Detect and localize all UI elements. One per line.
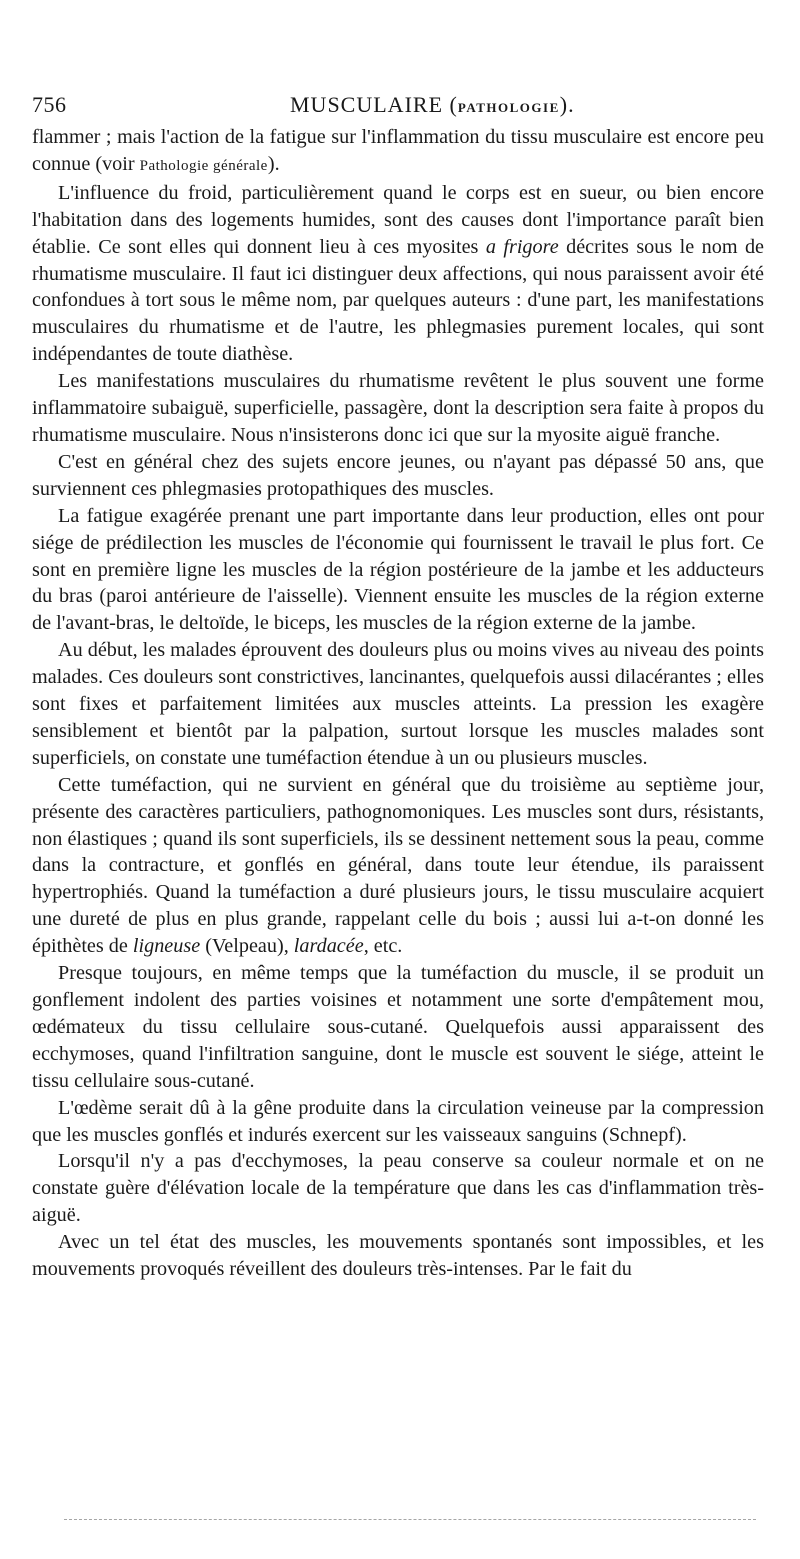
paragraph <box>32 368 764 449</box>
paragraph-text: , etc. <box>363 935 403 958</box>
paragraph-text: L'œdème serait dû à la gêne produite dans la circulation veineuse par la compression que les muscles gonflés et indurés exercent sur les vaisseaux sanguins (Schnepf). <box>32 1096 764 1146</box>
paragraph <box>32 637 764 772</box>
paragraph-text: L'influence du froid, particulièrement quand le corps est en sueur, ou bien encore l'habitation dans des logements humides, sont des causes dont l'importance paraît bien établie. Ce sont elles qui donnent lieu à ces myosites <box>32 181 764 258</box>
paragraph-text: Les manifestations musculaires du rhumatisme revêtent le plus souvent une forme inflammatoire subaiguë, superficielle, passagère, dont la description sera faite à propos du rhumatisme musculaire. Nous n'insisterons donc ici que sur la myosite aiguë franche. <box>32 370 764 446</box>
italic-term: a frigore <box>485 235 559 258</box>
page-number: 756 <box>32 92 67 117</box>
running-title-main: MUSCULAIRE ( <box>290 92 458 117</box>
paragraph-text: Presque toujours, en même temps que la tuméfaction du muscle, il se produit un gonflement indolent des parties voisines et notamment une sorte d'empâtement mou, œdémateux du tissu cellulaire sous-cutané. Quelquefois aussi apparaissent des ecchymoses, quand l'infiltration sanguine, dont le muscle est souvent le siége, atteint le tissu cellulaire sous-cutané. <box>32 962 764 1092</box>
cross-reference: Pathologie générale <box>139 157 268 174</box>
paragraph-text: flammer ; mais l'action de la fatigue sur l'inflammation du tissu musculaire est encore peu connue (voir <box>32 126 764 175</box>
running-title <box>290 92 575 118</box>
footer-rule <box>64 1519 756 1520</box>
paragraph-text: décrites sous le nom de rhumatisme musculaire. Il faut ici distinguer deux affections, qui nous paraissent avoir été confondues à tort sous le même nom, par quelques auteurs : d'une part, les manifestations musculaires du rhumatisme et de l'autre, les phlegmasies purement locales, qui sont indépendantes de toute diathèse. <box>32 235 765 366</box>
paragraph-text: Avec un tel état des muscles, les mouvements spontanés sont impossibles, et les mouvements provoqués réveillent des douleurs très-intenses. Par le fait du <box>32 1231 764 1281</box>
body-text <box>32 124 764 1283</box>
paragraph <box>32 960 764 1095</box>
running-title-sub: PATHOLOGIE <box>457 100 560 115</box>
paragraph <box>32 124 764 180</box>
running-header <box>32 92 768 122</box>
paragraph <box>32 1148 764 1229</box>
paragraph <box>32 772 764 960</box>
paragraph <box>32 503 764 638</box>
paragraph <box>32 180 764 368</box>
paragraph-text: C'est en général chez des sujets encore jeunes, ou n'ayant pas dépassé 50 ans, que surviennent ces phlegmasies protopathiques des muscles. <box>32 450 764 500</box>
paragraph-text: La fatigue exagérée prenant une part importante dans leur production, elles ont pour siége de prédilection les muscles de l'économie qui fournissent le travail le plus fort. Ce sont en première ligne les muscles de la région postérieure de la jambe et les adducteurs du bras (paroi antérieure de l'aisselle). Viennent ensuite les muscles de la région externe de l'avant-bras, le deltoïde, le biceps, les muscles de la région externe de la jambe. <box>32 504 764 635</box>
paragraph-text: Cette tuméfaction, qui ne survient en général que du troisième au septième jour, présente des caractères particuliers, pathognomoniques. Les muscles sont durs, résistants, non élastiques ; quand ils sont superficiels, ils se dessinent nettement sous la peau, comme dans la contracture, et gonflés en général, dans toute leur étendue, ils paraissent hypertrophiés. Quand la tuméfaction a duré plusieurs jours, le tissu musculaire acquiert une dureté de plus en plus grande, rappelant celle du bois ; aussi lui a-t-on donné les épithètes de <box>32 773 764 958</box>
paragraph-text: Au début, les malades éprouvent des douleurs plus ou moins vives au niveau des points malades. Ces douleurs sont constrictives, lancinantes, quelquefois aussi dilacérantes ; elles sont fixes et parfaitement limitées aux muscles atteints. La pression les exagère sensiblement et bientôt par la palpation, surtout lorsque les muscles malades sont superficiels, on constate une tuméfaction étendue à un ou plusieurs muscles. <box>32 639 764 769</box>
paragraph <box>32 1229 764 1283</box>
italic-term: lardacée <box>293 935 364 958</box>
italic-term: ligneuse <box>132 935 201 958</box>
paragraph-text: Lorsqu'il n'y a pas d'ecchymoses, la peau conserve sa couleur normale et on ne constate guère d'élévation locale de la température que dans les cas d'inflammation très-aiguë. <box>32 1150 764 1227</box>
paragraph-text: ). <box>267 152 280 175</box>
paragraph-text: (Velpeau), <box>200 935 294 958</box>
paragraph <box>32 1095 764 1149</box>
paragraph <box>32 449 764 503</box>
running-title-end: ). <box>559 92 575 117</box>
